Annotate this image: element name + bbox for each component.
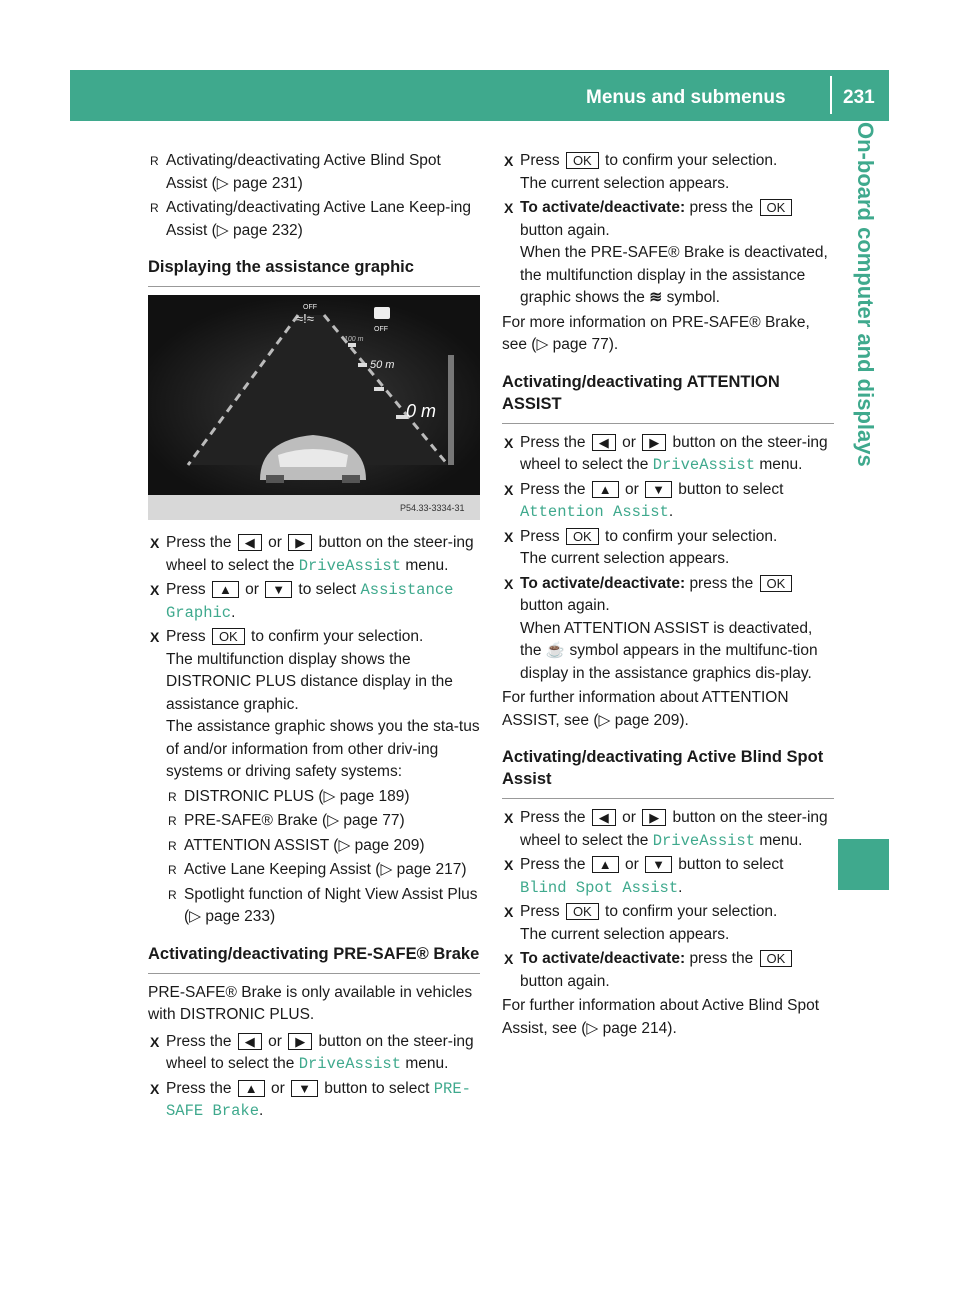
coffee-cup-icon [374, 307, 390, 319]
step-result: When ATTENTION ASSIST is deactivated, the ☕ symbol appears in the multifunc-tion display in the assistance graphics dis-play. [520, 619, 818, 682]
step-result: The assistance graphic shows you the sta-tus of and/or information from other driv-ing systems or driving safety systems: [166, 718, 480, 780]
paragraph: PRE-SAFE® Brake is only available in vehicles with DISTRONIC PLUS. [148, 983, 473, 1023]
list-item: R PRE-SAFE® Brake (▷ page 77) [166, 810, 480, 833]
ok-key-icon: OK [566, 152, 599, 169]
left-key-icon: ◀ [592, 809, 616, 826]
step-marker-icon: X [504, 528, 514, 545]
up-key-icon: ▲ [592, 481, 619, 498]
list-item: R Active Lane Keeping Assist (▷ page 217) [166, 859, 480, 882]
down-key-icon: ▼ [645, 481, 672, 498]
menu-item-name: PRE-SAFE Brake [166, 1079, 471, 1120]
figure-label-100m: 100 m [344, 336, 364, 343]
menu-item-name: Blind Spot Assist [520, 878, 679, 897]
step-marker-icon: X [504, 857, 514, 873]
bullet-icon: R [150, 154, 159, 168]
instruction-step: X Press the ▲ or ▼ button to select Blind Spot Assist. [504, 856, 784, 897]
side-tab-marker [838, 839, 889, 890]
instruction-step: X Press ▲ or ▼ to select Assistance Graphic. [150, 581, 454, 622]
paragraph: For more information on PRE-SAFE® Brake, see (▷ page 77). [502, 313, 810, 353]
instruction-step: X Press the ◀ or ▶ button on the steer-ing wheel to select the DriveAssist menu. [150, 1032, 474, 1073]
sub-list [148, 786, 480, 929]
step-marker-icon: X [504, 153, 514, 169]
ok-key-icon: OK [566, 903, 599, 920]
step-marker-icon: X [504, 200, 514, 216]
step-marker-icon: X [504, 575, 514, 592]
down-key-icon: ▼ [645, 856, 672, 873]
assistance-graphic-figure [148, 295, 480, 520]
section-heading: Displaying the assistance graphic [148, 256, 480, 287]
menu-item-name: Attention Assist [520, 503, 669, 521]
paragraph: For further information about ATTENTION ASSIST, see (▷ page 209). [502, 689, 789, 729]
instruction-step: X Press the ◀ or ▶ button on the steer-ing wheel to select the DriveAssist menu. [504, 809, 828, 850]
step-result: The current selection appears. [520, 550, 730, 567]
assistance-graphic-svg [148, 295, 480, 520]
step-marker-icon: X [504, 434, 514, 451]
section-heading: Activating/deactivating ATTENTION ASSIST [502, 371, 834, 424]
instruction-step: X To activate/deactivate: press the OK button again. When the PRE-SAFE® Brake is deactivated, the multifunction display in the assistance graphic shows the ≋ symbol. [502, 197, 834, 310]
menu-item-name: Assistance Graphic [166, 581, 454, 622]
step-marker-icon: X [150, 629, 160, 645]
instruction-step: X Press the ◀ or ▶ button on the steer-ing wheel to select the DriveAssist menu. [150, 534, 474, 575]
pre-safe-off-icon: ≋ [649, 289, 663, 306]
step-marker-icon: X [150, 1033, 160, 1050]
pre-safe-icon: ≈!≈ [296, 311, 314, 326]
right-key-icon: ▶ [642, 434, 666, 451]
attention-assist-off-icon: ☕ [545, 642, 566, 659]
instruction-step: X Press OK to confirm your selection. The current selection appears. [502, 901, 834, 946]
step-marker-icon: X [150, 535, 160, 551]
list-item: R Activating/deactivating Active Lane Keep-ing Assist (▷ page 232) [150, 199, 472, 239]
bullet-icon: R [168, 789, 177, 804]
list-item: R DISTRONIC PLUS (▷ page 189) [166, 786, 480, 809]
step-result: The current selection appears. [520, 925, 730, 943]
right-column [502, 150, 834, 1044]
right-key-icon: ▶ [642, 809, 666, 826]
figure-label-50m: 50 m [370, 359, 395, 371]
ok-key-icon: OK [760, 575, 793, 592]
instruction-step: X To activate/deactivate: press the OK button again. When ATTENTION ASSIST is deactivated, the ☕ symbol appears in the multifunc-tion display in the assistance graphics dis-play. [502, 573, 834, 686]
figure-label-0m: 0 m [406, 401, 437, 421]
instruction-step: X Press OK to confirm your selection. The current selection appears. [502, 150, 834, 195]
bullet-icon: R [150, 201, 159, 215]
ok-key-icon: OK [760, 950, 793, 967]
figure-label-off2: OFF [374, 326, 388, 333]
ok-key-icon: OK [212, 628, 245, 645]
bullet-icon: R [168, 814, 177, 828]
section-heading: Activating/deactivating Active Blind Spot Assist [502, 746, 834, 799]
page-title: Menus and submenus [586, 87, 786, 108]
up-key-icon: ▲ [592, 856, 619, 873]
step-result: The current selection appears. [520, 174, 730, 192]
down-key-icon: ▼ [265, 581, 292, 598]
step-result: When the PRE-SAFE® Brake is deactivated, the multifunction display in the assistance graphic shows the ≋ symbol. [520, 244, 828, 306]
right-key-icon: ▶ [288, 1033, 312, 1050]
figure-code: P54.33-3334-31 [400, 503, 465, 513]
ok-key-icon: OK [566, 528, 599, 545]
left-column [148, 150, 480, 1125]
left-key-icon: ◀ [238, 1033, 262, 1050]
bullet-icon: R [168, 863, 177, 877]
paragraph: For further information about Active Blind Spot Assist, see (▷ page 214). [502, 997, 820, 1037]
step-marker-icon: X [150, 582, 160, 598]
up-key-icon: ▲ [212, 581, 239, 598]
menu-name: DriveAssist [298, 1055, 402, 1073]
instruction-step: X Press the ◀ or ▶ button on the steer-ing wheel to select the DriveAssist menu. [504, 433, 828, 474]
step-marker-icon: X [150, 1080, 160, 1097]
up-key-icon: ▲ [238, 1080, 265, 1097]
side-tab-label: On-board computer and displays [853, 122, 878, 467]
left-key-icon: ◀ [238, 534, 262, 551]
right-key-icon: ▶ [288, 534, 312, 551]
instruction-step: X To activate/deactivate: press the OK button again. [502, 948, 834, 993]
bullet-icon: R [168, 887, 177, 902]
step-result: The multifunction display shows the DISTRONIC PLUS distance display in the assistance graphic. [166, 650, 453, 713]
menu-name: DriveAssist [652, 456, 756, 474]
instruction-step: X Press the ▲ or ▼ button to select Attention Assist. [504, 480, 784, 521]
down-key-icon: ▼ [291, 1080, 318, 1097]
step-marker-icon: X [504, 904, 514, 920]
header-divider [830, 76, 832, 114]
left-key-icon: ◀ [592, 434, 616, 451]
ok-key-icon: OK [760, 199, 793, 216]
bullet-icon: R [168, 838, 177, 853]
instruction-step: X Press OK to confirm your selection. The current selection appears. [502, 526, 834, 571]
instruction-step: X Press OK to confirm your selection. The multifunction display shows the DISTRONIC PLUS distance display in the assistance graphic. The assistance graphic shows you the sta-tus of and/or information from other driv-ing systems or driving safety systems: [148, 626, 480, 784]
menu-name: DriveAssist [298, 556, 402, 575]
instruction-step: X Press the ▲ or ▼ button to select PRE-SAFE Brake. [150, 1079, 471, 1120]
list-item: R Activating/deactivating Active Blind Spot Assist (▷ page 231) [150, 152, 441, 192]
list-item: R ATTENTION ASSIST (▷ page 209) [166, 835, 480, 858]
page-number: 231 [843, 87, 875, 108]
list-item: R Spotlight function of Night View Assist Plus (▷ page 233) [168, 885, 478, 925]
step-marker-icon: X [504, 810, 514, 826]
section-heading: Activating/deactivating PRE-SAFE® Brake [148, 943, 480, 974]
step-marker-icon: X [504, 481, 514, 498]
step-marker-icon: X [504, 951, 514, 967]
figure-label-off1: OFF [303, 304, 317, 311]
menu-name: DriveAssist [652, 831, 756, 850]
